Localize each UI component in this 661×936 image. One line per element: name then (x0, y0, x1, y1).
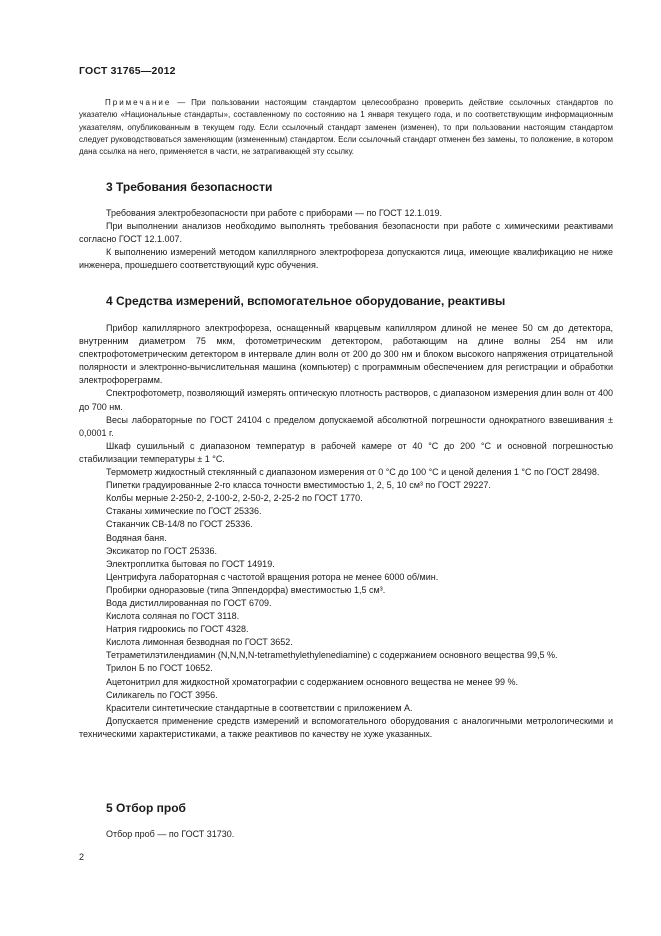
paragraph: Термометр жидкостный стеклянный с диапазоном измерения от 0 °С до 100 °С и ценой деления 1 °С по ГОСТ 28498. (106, 467, 600, 478)
page-number: 2 (79, 852, 85, 862)
paragraph: Натрия гидроокись по ГОСТ 4328. (106, 624, 249, 635)
paragraph: Отбор проб — по ГОСТ 31730. (106, 829, 235, 839)
paragraph: Весы лабораторные по ГОСТ 24104 с пределом допускаемой абсолютной погрешности однократного взвешивания ± 0,0001 г. (79, 414, 613, 438)
section-5-body (79, 828, 613, 841)
paragraph: Тетраметилэтилендиамин (N,N,N,N-tetramethylethylenediamine) с содержанием основного вещества 99,5 %. (106, 650, 558, 661)
paragraph: Допускается применение средств измерений и вспомогательного оборудования с аналогичными метрологическими и техническими характеристиками, а также реактивов по качеству не хуже указанных. (79, 715, 613, 739)
section-4-body (79, 322, 613, 741)
section-3-body (79, 207, 613, 272)
paragraph: При выполнении анализов необходимо выполнять требования безопасности при работе с химическими реактивами согласно ГОСТ 12.1.007. (79, 221, 613, 245)
paragraph: Кислота соляная по ГОСТ 3118. (106, 611, 240, 622)
section-5-title: 5 Отбор проб (106, 801, 186, 815)
section-4-title: 4 Средства измерений, вспомогательное оборудование, реактивы (106, 294, 506, 308)
paragraph: Вода дистиллированная по ГОСТ 6709. (106, 597, 272, 608)
paragraph: Электроплитка бытовая по ГОСТ 14919. (106, 558, 275, 569)
paragraph: Эксикатор по ГОСТ 25336. (106, 545, 217, 556)
paragraph: Колбы мерные 2-250-2, 2-100-2, 2-50-2, 2-25-2 по ГОСТ 1770. (106, 493, 363, 504)
paragraph: Ацетонитрил для жидкостной хроматографии с содержанием основного вещества не менее 99 %. (106, 676, 519, 687)
paragraph: Центрифуга лабораторная с частотой вращения ротора не менее 6000 об/мин. (106, 571, 439, 582)
paragraph: Трилон Б по ГОСТ 10652. (106, 663, 213, 674)
paragraph: Шкаф сушильный с диапазоном температур в рабочей камере от 40 °С до 200 °С и основной погрешностью стабилизации температуры ± 1 °С. (79, 440, 613, 464)
paragraph: К выполнению измерений методом капиллярного электрофореза допускаются лица, имеющие квалификацию не ниже инженера, прошедшего соответствующий курс обучения. (79, 247, 613, 271)
document-header: ГОСТ 31765—2012 (79, 65, 176, 77)
paragraph: Пробирки одноразовые (типа Эппендорфа) вместимостью 1,5 см³. (106, 584, 386, 595)
paragraph: Стаканчик СВ-14/8 по ГОСТ 25336. (106, 519, 253, 530)
paragraph: Стаканы химические по ГОСТ 25336. (106, 506, 262, 517)
paragraph: Красители синтетические стандартные в соответствии с приложением А. (106, 702, 413, 713)
paragraph: Кислота лимонная безводная по ГОСТ 3652. (106, 637, 293, 648)
section-3-title: 3 Требования безопасности (106, 180, 273, 194)
note-text: — При пользовании настоящим стандартом целесообразно проверить действие ссылочных стандартов по указателю «Национальные стандарты», составленному по состоянию на 1 января текущего года, и по соответствующим информационным указателям, опубликованным в текущем году. Если ссылочный стандарт заменен (изменен), то при пользовании настоящим стандартом следует руководствоваться заменяющим (измененным) стандартом. Если ссылочный стандарт отменен без замены, то положение, в котором дана ссылка на него, применяется в части, не затрагивающей эту ссылку. (79, 98, 613, 157)
note-label: Примечание (105, 98, 172, 107)
paragraph: Прибор капиллярного электрофореза, оснащенный кварцевым капилляром длиной не менее 50 см до детектора, внутренним диаметром 75 мкм, фотометрическим детектором, работающим на длине волны 254 нм или спектрофотометрическим детектором в интервале длин волн от 200 до 300 нм и блоком высокого напряжения отрицательной полярности и электронно-вычислительная машина (компьютер) с программным обеспечением для регистрации и обработки электрофореграмм. (79, 323, 613, 386)
paragraph: Спектрофотометр, позволяющий измерять оптическую плотность растворов, с диапазоном измерения длин волн от 400 до 700 нм. (79, 388, 613, 412)
paragraph: Пипетки градуированные 2-го класса точности вместимостью 1, 2, 5, 10 см³ по ГОСТ 29227. (106, 480, 491, 491)
note-block (79, 97, 613, 158)
paragraph: Требования электробезопасности при работе с приборами — по ГОСТ 12.1.019. (106, 208, 443, 218)
paragraph: Водяная баня. (106, 532, 167, 543)
paragraph: Силикагель по ГОСТ 3956. (106, 689, 218, 700)
